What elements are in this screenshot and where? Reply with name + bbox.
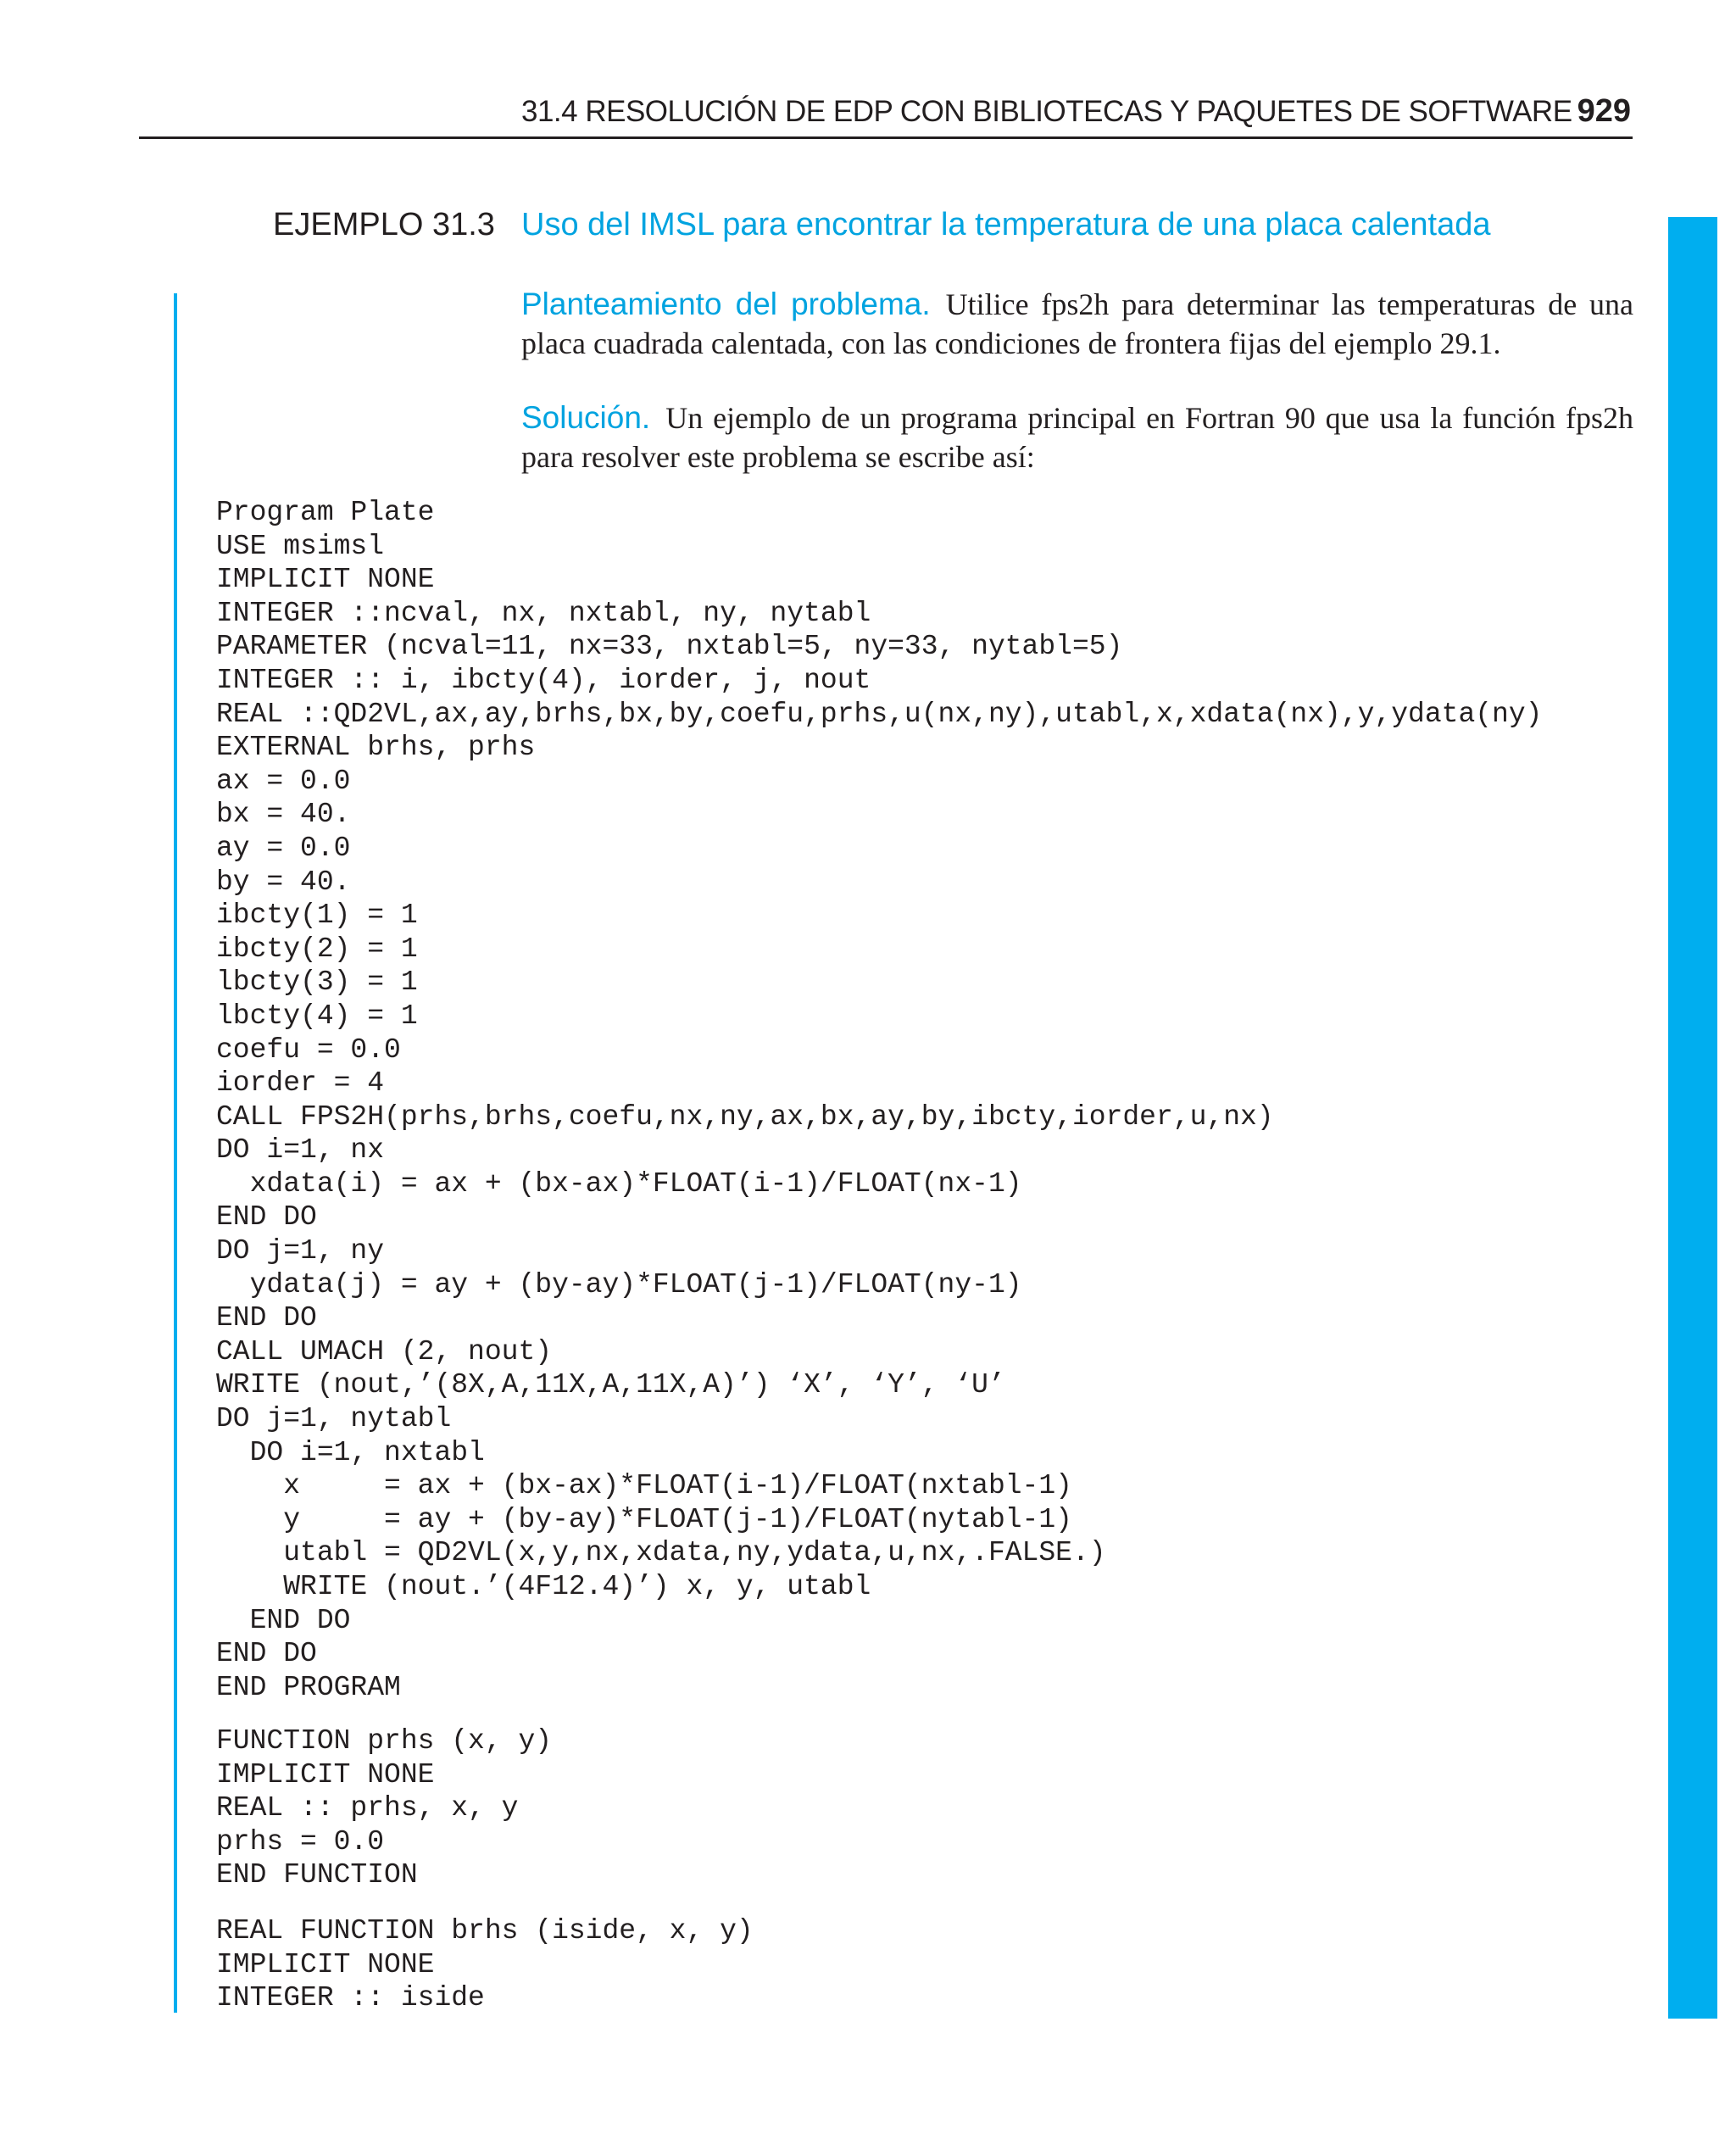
code-line: ibcty(2) = 1 (216, 933, 418, 965)
code-line: INTEGER :: i, ibcty(4), iorder, j, nout (216, 664, 871, 696)
code-line: IMPLICIT NONE (216, 564, 435, 596)
code-line: xdata(i) = ax + (bx-ax)*FLOAT(i-1)/FLOAT(nx-1) (216, 1167, 1022, 1200)
solution-paragraph (521, 398, 1633, 476)
code-line: bx = 40. (216, 799, 351, 831)
code-line: iorder = 4 (216, 1067, 385, 1100)
code-line: lbcty(3) = 1 (216, 966, 418, 999)
solution-text: Un ejemplo de un programa principal en Fortran 90 que usa la función fps2h para resolver este problema se escribe así: (521, 401, 1633, 474)
code-line: lbcty(4) = 1 (216, 1000, 418, 1032)
code-line: END DO (216, 1604, 351, 1636)
chapter-tab (1668, 217, 1717, 2019)
code-line: CALL UMACH (2, nout) (216, 1335, 553, 1367)
code-function-brhs (216, 1914, 754, 2015)
code-line: DO i=1, nxtabl (216, 1436, 485, 1468)
code-line: PARAMETER (ncval=11, nx=33, nxtabl=5, ny=33, nytabl=5) (216, 631, 1123, 663)
code-line: FUNCTION prhs (x, y) (216, 1725, 553, 1757)
example-margin-bar (174, 293, 177, 2013)
problem-statement (521, 285, 1633, 363)
code-line: REAL :: prhs, x, y (216, 1792, 519, 1824)
code-line: ibcty(1) = 1 (216, 900, 418, 932)
code-line: USE msimsl (216, 530, 385, 562)
code-line: INTEGER :: iside (216, 1982, 485, 2014)
code-line: prhs = 0.0 (216, 1825, 385, 1858)
code-line: REAL FUNCTION brhs (iside, x, y) (216, 1915, 754, 1947)
code-line: DO i=1, nx (216, 1134, 385, 1167)
code-line: END DO (216, 1201, 317, 1234)
solution-lead: Solución. (521, 400, 651, 435)
problem-lead: Planteamiento del problema. (521, 287, 931, 321)
page-number: 929 (1577, 93, 1631, 129)
example-label: EJEMPLO 31.3 (273, 207, 495, 242)
code-line: CALL FPS2H(prhs,brhs,coefu,nx,ny,ax,bx,ay,by,ibcty,iorder,u,nx) (216, 1100, 1274, 1133)
code-line: ax = 0.0 (216, 765, 351, 797)
code-line: Program Plate (216, 497, 435, 528)
code-line: by = 40. (216, 866, 351, 898)
code-line: END DO (216, 1302, 317, 1334)
code-line: x = ax + (bx-ax)*FLOAT(i-1)/FLOAT(nxtabl-1) (216, 1470, 1072, 1502)
code-line: ay = 0.0 (216, 832, 351, 864)
code-line: utabl = QD2VL(x,y,nx,xdata,ny,ydata,u,nx,.FALSE.) (216, 1537, 1106, 1569)
code-line: IMPLICIT NONE (216, 1948, 435, 1980)
code-line: REAL ::QD2VL,ax,ay,brhs,bx,by,coefu,prhs,u(nx,ny),utabl,x,xdata(nx),y,ydata(ny) (216, 698, 1543, 730)
code-line: y = ay + (by-ay)*FLOAT(j-1)/FLOAT(nytabl-1) (216, 1503, 1072, 1535)
code-line: END FUNCTION (216, 1859, 418, 1891)
problem-text: Utilice fps2h para determinar las temperaturas de una placa cuadrada calentada, con las condiciones de frontera fijas del ejemplo 29.1. (521, 287, 1633, 360)
code-line: ydata(j) = ay + (by-ay)*FLOAT(j-1)/FLOAT(ny-1) (216, 1268, 1022, 1301)
code-line: WRITE (nout.’(4F12.4)’) x, y, utabl (216, 1571, 871, 1602)
code-line: END DO (216, 1638, 317, 1670)
header-rule (139, 136, 1633, 139)
code-line: IMPLICIT NONE (216, 1758, 435, 1791)
code-line: DO j=1, ny (216, 1235, 385, 1267)
code-line: DO j=1, nytabl (216, 1403, 452, 1435)
example-title: Uso del IMSL para encontrar la temperatura de una placa calentada (521, 207, 1491, 242)
code-line: EXTERNAL brhs, prhs (216, 732, 536, 764)
code-function-prhs (216, 1724, 552, 1892)
code-line: WRITE (nout,’(8X,A,11X,A,11X,A)’) ‘X’, ‘Y’, ‘U’ (216, 1369, 1005, 1401)
code-line: coefu = 0.0 (216, 1033, 401, 1066)
code-line: INTEGER ::ncval, nx, nxtabl, ny, nytabl (216, 597, 871, 629)
code-main-program (216, 496, 1542, 1704)
code-line: END PROGRAM (216, 1671, 401, 1703)
running-header: 31.4 RESOLUCIÓN DE EDP CON BIBLIOTECAS Y PAQUETES DE SOFTWARE (521, 95, 1572, 128)
